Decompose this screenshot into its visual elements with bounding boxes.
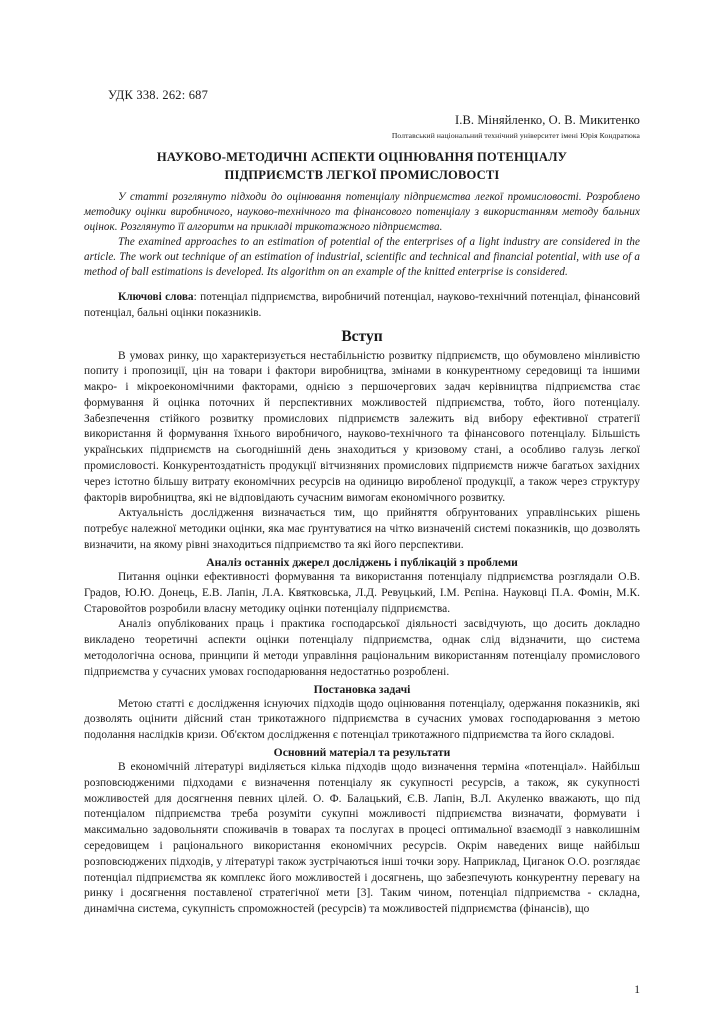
keywords-label: Ключові слова	[118, 290, 194, 303]
udk-code: УДК 338. 262: 687	[108, 88, 209, 102]
abstract-ukrainian-text: У статті розглянуто підходи до оцінювання потенціалу підприємства легкої промисловості. Розроблено методику оцінки виробничого, науково-технічного та фінансового потенціалу з використанням методу бальних оцінок. Розглянуто її алгоритм на прикладі трикотажного підприємства.	[84, 191, 640, 233]
affiliation-line: Полтавський національний технічний університет імені Юрія Кондратюка	[391, 131, 640, 141]
body-paragraph: Аналіз опублікованих праць і практика господарської діяльності засвідчують, що досить докладно викладено теоретичні аспекти оцінки потенціалу підприємства, однак слід відзначити, що система методологічна основа, принципи й методи управління раціональним використанням потенціалу промислового підприємства у сучасних умовах господарювання недостатньо розроблені.	[84, 618, 640, 678]
body-paragraph: В умовах ринку, що характеризується нестабільністю розвитку підприємств, що обумовлено мінливістю попиту і пропозиції, цін на товари і фактори виробництва, змінами в конкурентному середовищі та іншими макро- і мікроекономічними факторами, однією з першочергових задач керівництва підприємства стає формування й оцінка поточних й перспективних можливостей підприємства, тобто, його потенціалу. Забезпечення стійкого розвитку промислових підприємств залежить від вибору ефективної стратегії використання й формування їхнього виробничого, науково-технічного та фінансового потенціалу. Більшість українських підприємств на сьогоднішній день знаходиться у кризовому стані, а особливо галузь легкої промисловості. Конкурентоздатність продукції вітчизняних промислових підприємств нижче багатьох західних через істотно більшу витрату економічних ресурсів на одиницю виробленої продукції, а також через структуру факторів виробництва, які не відповідають сучасним вимогам економічного розвитку.	[84, 349, 640, 504]
keywords-text: : потенціал підприємства, виробничий потенціал, науково-технічний потенціал, фінансовий потенціал, бальні оцінки показників.	[84, 290, 640, 319]
section-heading: Вступ	[341, 328, 383, 346]
abstract-english	[84, 235, 640, 279]
abstract-ukrainian	[84, 190, 640, 234]
author-list: І.В. Міняйленко, О. В. Микитенко	[454, 112, 640, 127]
abstract-english-text: The examined approaches to an estimation of potential of the enterprises of a light industry are considered in the article. The work out technique of an estimation of industrial, scientific and technical and financial potential, with use of a method of ball estimations is developed. Its algorithm on an example of the knitted enterprise is considered.	[84, 236, 640, 278]
page-title	[84, 148, 640, 185]
section-heading: Постановка задачі	[313, 682, 411, 696]
title-line-2: ПІДПРИЄМСТВ ЛЕГКОЇ ПРОМИСЛОВОСТІ	[224, 167, 500, 182]
title-line-1: НАУКОВО-МЕТОДИЧНІ АСПЕКТИ ОЦІНЮВАННЯ ПОТЕНЦІАЛУ	[156, 149, 568, 164]
keywords-block	[84, 290, 640, 322]
body-paragraph: Актуальність дослідження визначається тим, що прийняття обґрунтованих управлінських рішень потребує належної методики оцінки, яка має ґрунтуватися на чітко визначеній системі показників, що дозволять визначити, на якому рівні знаходиться підприємство та які його перспективи.	[84, 507, 640, 552]
sections-container	[84, 327, 640, 918]
section-heading: Основний матеріал та результати	[273, 745, 451, 759]
section-heading: Аналіз останніх джерел досліджень і публікацій з проблеми	[206, 555, 518, 569]
page-number: 1	[634, 983, 640, 996]
body-paragraph: Питання оцінки ефективності формування та використання потенціалу підприємства розглядали О.В. Градов, Ю.Ю. Донець, Е.В. Лапін, Л.А. Квятковська, Л.Д. Ревуцький, І.М. Рєпіна. Науковці П.А. Фомін, М.К. Старовойтов розробили власну методику оцінки потенціалу підприємства.	[84, 570, 640, 615]
body-paragraph: В економічній літературі виділяється кілька підходів щодо визначення терміна «потенціал». Найбільш розповсюдженими підходами є визначення потенціалу як сукупності ресурсів, а також, як сукупності можливостей для досягнення певних цілей. О. Ф. Балацький, Є.В. Лапін, В.Л. Акуленко вважають, що під потенціалом підприємства треба розуміти сукупні можливості підприємства визначати, формувати і максимально задовольняти споживачів в товарах та послугах в процесі оптимальної взаємодії з навколишнім середовищем і раціонального використання економічних ресурсів. Окрім наведених вище найбільш розповсюджених підходів, у літературі також зустрічаються інші точки зору. Наприклад, Циганок О.О. розглядає потенціал підприємства як комплекс його можливостей і досягнень, що забезпечують конкурентну перевагу на ринку і досягнення поставленої стратегічної мети [3]. Таким чином, потенціал підприємства - складна, динамічна система, сукупність спроможностей (ресурсів) та можливостей підприємства (фінансів), що	[84, 761, 640, 916]
body-paragraph: Метою статті є дослідження існуючих підходів щодо оцінювання потенціалу, одержання показників, які дозволять оцінити дійсний стан трикотажного підприємства в сучасних умовах господарювання з метою подолання наслідків кризи. Об'єктом дослідження є потенціал трикотажного підприємства та його складові.	[84, 697, 640, 742]
